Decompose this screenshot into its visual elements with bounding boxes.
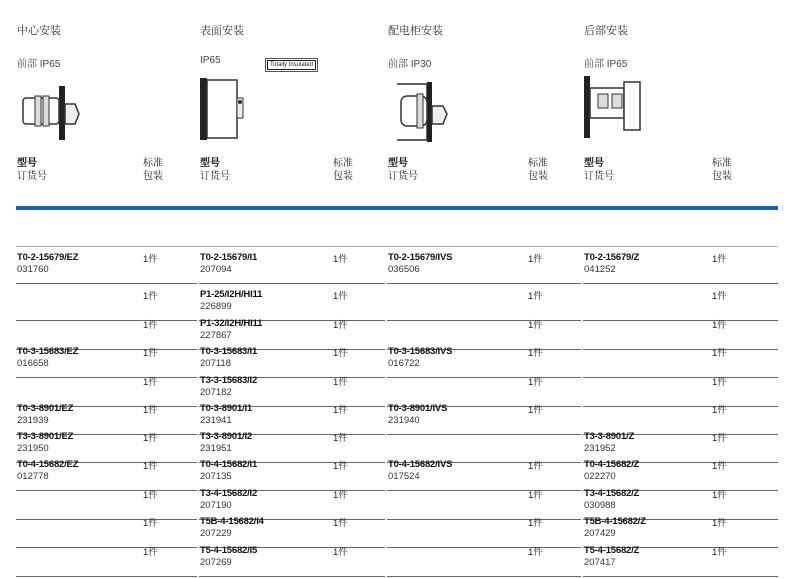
std-label: 标准 <box>143 158 163 169</box>
package-quantity: 1件 <box>143 348 158 359</box>
order-number: 207190 <box>200 500 232 511</box>
package-quantity: 1件 <box>333 461 348 472</box>
product-code: T0-4-15682/IVS <box>388 459 453 470</box>
section-title: 后部安装 <box>584 25 628 37</box>
product-code: T0-3-15683/EZ <box>17 346 79 357</box>
product-code: T3-3-8901/EZ <box>17 431 74 442</box>
order-number: 207118 <box>200 358 231 369</box>
std-label: 标准 <box>333 158 353 169</box>
order-label: 订货号 <box>388 171 418 182</box>
totally-insulated-badge: Totally Insulated <box>265 58 318 72</box>
row-separator <box>387 519 581 520</box>
package-quantity: 1件 <box>528 377 543 388</box>
row-separator <box>16 377 197 378</box>
package-quantity: 1件 <box>333 433 348 444</box>
product-code: T3-3-8901/Z <box>584 431 635 442</box>
package-quantity: 1件 <box>143 405 158 416</box>
order-number: 207094 <box>200 264 232 275</box>
product-code: T0-4-15682/I1 <box>200 459 258 470</box>
package-quantity: 1件 <box>712 320 727 331</box>
package-quantity: 1件 <box>712 433 727 444</box>
row-separator <box>387 576 581 577</box>
row-separator <box>387 547 581 548</box>
package-quantity: 1件 <box>528 254 543 265</box>
order-number: 231952 <box>584 443 616 454</box>
product-code: P1-25/I2H/HI11 <box>200 289 263 300</box>
order-number: 207429 <box>584 528 616 539</box>
order-number: 041252 <box>584 264 616 275</box>
switch-center-mount-image <box>15 84 85 144</box>
order-label: 订货号 <box>17 171 47 182</box>
package-quantity: 1件 <box>143 490 158 501</box>
row-separator <box>16 490 197 491</box>
switch-surface-mount-image <box>198 76 268 142</box>
product-code: T0-3-15683/I1 <box>200 346 258 357</box>
row-separator <box>387 377 581 378</box>
package-quantity: 1件 <box>528 547 543 558</box>
package-quantity: 1件 <box>333 518 348 529</box>
package-quantity: 1件 <box>143 320 158 331</box>
package-quantity: 1件 <box>333 405 348 416</box>
pkg-label: 包装 <box>143 171 163 182</box>
product-code: T0-3-8901/IVS <box>388 403 448 414</box>
row-separator <box>387 283 581 284</box>
package-quantity: 1件 <box>333 348 348 359</box>
row-separator <box>583 349 778 350</box>
model-label: 型号 <box>584 158 604 169</box>
std-label: 标准 <box>712 158 732 169</box>
section-ip: IP65 <box>200 55 221 66</box>
package-quantity: 1件 <box>333 254 348 265</box>
section-ip: 前部 IP65 <box>17 59 61 70</box>
order-number: 231951 <box>200 443 232 454</box>
product-code: T5B-4-15682/Z <box>584 516 646 527</box>
package-quantity: 1件 <box>333 320 348 331</box>
package-quantity: 1件 <box>333 291 348 302</box>
order-number: 207229 <box>200 528 232 539</box>
package-quantity: 1件 <box>528 348 543 359</box>
row-separator <box>16 576 197 577</box>
package-quantity: 1件 <box>712 348 727 359</box>
product-code: T3-3-8901/I2 <box>200 431 252 442</box>
product-code: T5-4-15682/Z <box>584 545 640 556</box>
section-title: 配电柜安装 <box>388 25 443 37</box>
order-number: 231939 <box>17 415 49 426</box>
package-quantity: 1件 <box>712 405 727 416</box>
order-number: 227867 <box>200 330 232 341</box>
row-separator <box>16 547 197 548</box>
package-quantity: 1件 <box>143 254 158 265</box>
product-code: T0-2-15679/I1 <box>200 252 258 263</box>
order-number: 231950 <box>17 443 49 454</box>
order-number: 016658 <box>17 358 49 369</box>
package-quantity: 1件 <box>712 254 727 265</box>
package-quantity: 1件 <box>333 547 348 558</box>
package-quantity: 1件 <box>143 518 158 529</box>
product-code: T0-4-15682/Z <box>584 459 640 470</box>
package-quantity: 1件 <box>712 461 727 472</box>
switch-cabinet-mount-image <box>387 80 467 144</box>
package-quantity: 1件 <box>712 490 727 501</box>
package-quantity: 1件 <box>528 405 543 416</box>
product-code: T0-4-15682/EZ <box>17 459 79 470</box>
row-separator <box>387 490 581 491</box>
row-separator <box>583 576 778 577</box>
product-code: T3-4-15682/Z <box>584 488 640 499</box>
section-title: 表面安装 <box>200 25 244 37</box>
package-quantity: 1件 <box>712 518 727 529</box>
section-ip: 前部 IP30 <box>388 59 432 70</box>
package-quantity: 1件 <box>528 490 543 501</box>
model-label: 型号 <box>200 158 220 169</box>
order-number: 017524 <box>388 471 420 482</box>
pkg-label: 包装 <box>333 171 353 182</box>
header-divider <box>16 206 778 210</box>
row-separator <box>16 283 197 284</box>
order-label: 订货号 <box>200 171 230 182</box>
package-quantity: 1件 <box>528 461 543 472</box>
product-code: P1-32/I2H/HI11 <box>200 318 263 329</box>
pkg-label: 包装 <box>528 171 548 182</box>
order-label: 订货号 <box>584 171 614 182</box>
row-separator <box>16 320 197 321</box>
row-separator <box>199 576 385 577</box>
product-code: T5-4-15682/I5 <box>200 545 258 556</box>
table-top-rule <box>16 246 778 247</box>
model-label: 型号 <box>388 158 408 169</box>
order-number: 036506 <box>388 264 420 275</box>
package-quantity: 1件 <box>528 518 543 529</box>
model-label: 型号 <box>17 158 37 169</box>
row-separator <box>583 406 778 407</box>
order-number: 207269 <box>200 557 232 568</box>
order-number: 207417 <box>584 557 616 568</box>
row-separator <box>583 377 778 378</box>
product-code: T5B-4-15682/I4 <box>200 516 264 527</box>
row-separator <box>16 519 197 520</box>
std-label: 标准 <box>528 158 548 169</box>
row-separator <box>583 283 778 284</box>
order-number: 031760 <box>17 264 49 275</box>
pkg-label: 包装 <box>712 171 732 182</box>
order-number: 022270 <box>584 471 616 482</box>
row-separator <box>387 434 581 435</box>
package-quantity: 1件 <box>712 291 727 302</box>
package-quantity: 1件 <box>143 291 158 302</box>
order-number: 016722 <box>388 358 420 369</box>
order-number: 207135 <box>200 471 232 482</box>
package-quantity: 1件 <box>143 377 158 388</box>
row-separator <box>387 320 581 321</box>
order-number: 231941 <box>200 415 232 426</box>
product-code: T0-3-15683/IVS <box>388 346 453 357</box>
package-quantity: 1件 <box>712 377 727 388</box>
section-ip: 前部 IP65 <box>584 59 628 70</box>
section-title: 中心安装 <box>17 25 61 37</box>
package-quantity: 1件 <box>712 547 727 558</box>
package-quantity: 1件 <box>333 490 348 501</box>
product-code: T0-3-8901/EZ <box>17 403 74 414</box>
product-code: T0-2-15679/Z <box>584 252 640 263</box>
order-number: 030988 <box>584 500 616 511</box>
package-quantity: 1件 <box>333 377 348 388</box>
order-number: 231940 <box>388 415 420 426</box>
package-quantity: 1件 <box>143 547 158 558</box>
product-code: T3-4-15682/I2 <box>200 488 258 499</box>
product-code: T0-2-15679/EZ <box>17 252 79 263</box>
order-number: 226899 <box>200 301 232 312</box>
product-code: T0-2-15679/IVS <box>388 252 453 263</box>
package-quantity: 1件 <box>143 461 158 472</box>
row-separator <box>199 283 385 284</box>
row-separator <box>583 320 778 321</box>
package-quantity: 1件 <box>143 433 158 444</box>
order-number: 207182 <box>200 387 232 398</box>
package-quantity: 1件 <box>528 320 543 331</box>
order-number: 012778 <box>17 471 49 482</box>
package-quantity: 1件 <box>528 291 543 302</box>
product-code: T3-3-15683/I2 <box>200 375 258 386</box>
product-code: T0-3-8901/I1 <box>200 403 252 414</box>
switch-rear-mount-image <box>582 74 652 140</box>
